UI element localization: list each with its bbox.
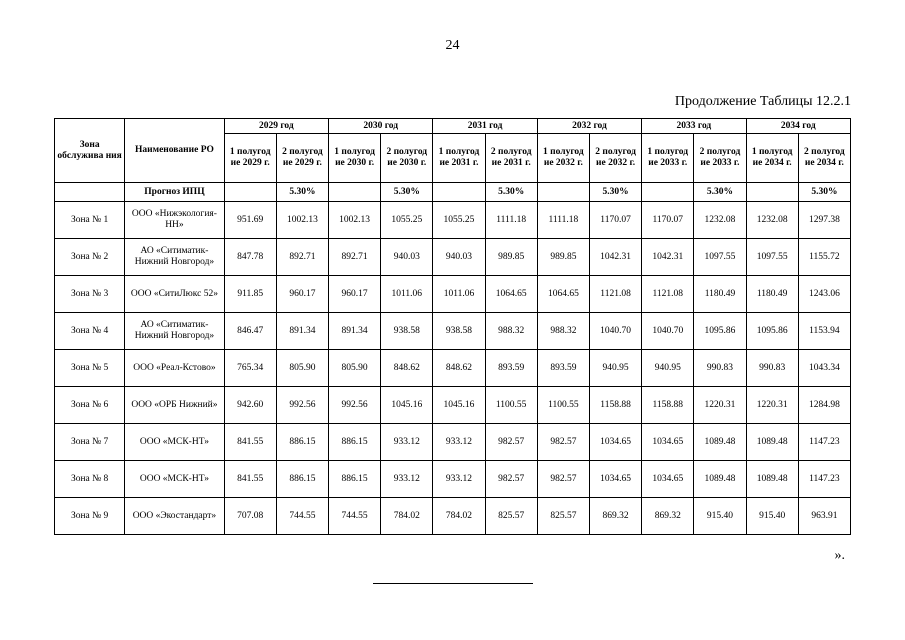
tariff-value-cell: 933.12 xyxy=(433,461,485,498)
tariff-value-cell: 1158.88 xyxy=(589,387,641,424)
zone-cell: Зона № 4 xyxy=(55,313,125,350)
ro-name-cell: ООО «Экостандарт» xyxy=(125,498,224,535)
tariff-value-cell: 1170.07 xyxy=(589,202,641,239)
tariff-value-cell: 1040.70 xyxy=(642,313,694,350)
tariff-value-cell: 1097.55 xyxy=(694,239,746,276)
forecast-empty-cell xyxy=(55,183,125,202)
tariff-value-cell: 1042.31 xyxy=(642,239,694,276)
forecast-value xyxy=(224,183,276,202)
tariff-value-cell: 990.83 xyxy=(746,350,798,387)
tariff-value-cell: 1155.72 xyxy=(798,239,850,276)
tariff-value-cell: 963.91 xyxy=(798,498,850,535)
tariff-value-cell: 1089.48 xyxy=(694,424,746,461)
tariff-value-cell: 1002.13 xyxy=(329,202,381,239)
tariff-value-cell: 1243.06 xyxy=(798,276,850,313)
zone-cell: Зона № 1 xyxy=(55,202,125,239)
zone-cell: Зона № 7 xyxy=(55,424,125,461)
tariff-value-cell: 988.32 xyxy=(485,313,537,350)
tariff-value-cell: 1180.49 xyxy=(746,276,798,313)
tariff-value-cell: 1089.48 xyxy=(694,461,746,498)
closing-quote-mark: ». xyxy=(834,548,845,563)
zone-cell: Зона № 5 xyxy=(55,350,125,387)
forecast-value xyxy=(433,183,485,202)
forecast-value: 5.30% xyxy=(381,183,433,202)
tariff-value-cell: 1055.25 xyxy=(381,202,433,239)
tariff-value-cell: 940.03 xyxy=(381,239,433,276)
tariff-value-cell: 933.12 xyxy=(381,461,433,498)
tariff-value-cell: 891.34 xyxy=(329,313,381,350)
tariff-value-cell: 1232.08 xyxy=(746,202,798,239)
table-row xyxy=(55,202,851,239)
tariff-value-cell: 893.59 xyxy=(485,350,537,387)
tariff-value-cell: 886.15 xyxy=(329,424,381,461)
half-year-header: 2 полугод ие 2029 г. xyxy=(276,134,328,183)
tariff-value-cell: 1153.94 xyxy=(798,313,850,350)
ro-name-cell: ООО «Реал-Кстово» xyxy=(125,350,224,387)
table-row xyxy=(55,498,851,535)
tariff-value-cell: 938.58 xyxy=(433,313,485,350)
tariff-value-cell: 892.71 xyxy=(276,239,328,276)
forecast-value: 5.30% xyxy=(589,183,641,202)
tariff-value-cell: 765.34 xyxy=(224,350,276,387)
zone-cell: Зона № 8 xyxy=(55,461,125,498)
forecast-value xyxy=(329,183,381,202)
tariff-value-cell: 1284.98 xyxy=(798,387,850,424)
forecast-value xyxy=(537,183,589,202)
tariff-value-cell: 1042.31 xyxy=(589,239,641,276)
half-year-header: 1 полугод ие 2029 г. xyxy=(224,134,276,183)
tariff-value-cell: 1043.34 xyxy=(798,350,850,387)
table-row xyxy=(55,350,851,387)
tariff-value-cell: 1089.48 xyxy=(746,461,798,498)
tariff-value-cell: 989.85 xyxy=(537,239,589,276)
tariff-value-cell: 940.95 xyxy=(642,350,694,387)
tariff-value-cell: 1232.08 xyxy=(694,202,746,239)
tariff-value-cell: 869.32 xyxy=(642,498,694,535)
forecast-value xyxy=(642,183,694,202)
tariff-value-cell: 1034.65 xyxy=(642,461,694,498)
tariff-table xyxy=(54,118,851,535)
year-header: 2034 год xyxy=(746,119,850,134)
ro-name-cell: АО «Ситиматик-Нижний Новгород» xyxy=(125,239,224,276)
tariff-value-cell: 886.15 xyxy=(276,461,328,498)
zone-cell: Зона № 9 xyxy=(55,498,125,535)
tariff-value-cell: 744.55 xyxy=(329,498,381,535)
ro-name-cell: ООО «ОРБ Нижний» xyxy=(125,387,224,424)
tariff-value-cell: 825.57 xyxy=(485,498,537,535)
tariff-value-cell: 989.85 xyxy=(485,239,537,276)
tariff-value-cell: 1011.06 xyxy=(381,276,433,313)
half-year-header: 1 полугод ие 2031 г. xyxy=(433,134,485,183)
tariff-value-cell: 1034.65 xyxy=(589,424,641,461)
zone-cell: Зона № 6 xyxy=(55,387,125,424)
tariff-value-cell: 1097.55 xyxy=(746,239,798,276)
tariff-value-cell: 990.83 xyxy=(694,350,746,387)
half-year-header: 1 полугод ие 2030 г. xyxy=(329,134,381,183)
ro-name-cell: ООО «МСК-НТ» xyxy=(125,461,224,498)
tariff-value-cell: 1064.65 xyxy=(485,276,537,313)
tariff-value-cell: 960.17 xyxy=(276,276,328,313)
tariff-value-cell: 805.90 xyxy=(276,350,328,387)
tariff-value-cell: 1111.18 xyxy=(537,202,589,239)
tariff-value-cell: 951.69 xyxy=(224,202,276,239)
tariff-value-cell: 1158.88 xyxy=(642,387,694,424)
year-header-row xyxy=(55,119,851,134)
zone-cell: Зона № 3 xyxy=(55,276,125,313)
half-year-header: 2 полугод ие 2032 г. xyxy=(589,134,641,183)
ro-name-cell: АО «Ситиматик-Нижний Новгород» xyxy=(125,313,224,350)
forecast-value: 5.30% xyxy=(485,183,537,202)
tariff-value-cell: 1002.13 xyxy=(276,202,328,239)
tariff-value-cell: 784.02 xyxy=(381,498,433,535)
tariff-value-cell: 784.02 xyxy=(433,498,485,535)
tariff-value-cell: 891.34 xyxy=(276,313,328,350)
tariff-value-cell: 1220.31 xyxy=(694,387,746,424)
tariff-value-cell: 1064.65 xyxy=(537,276,589,313)
tariff-value-cell: 805.90 xyxy=(329,350,381,387)
year-header: 2029 год xyxy=(224,119,328,134)
tariff-value-cell: 1297.38 xyxy=(798,202,850,239)
year-header: 2031 год xyxy=(433,119,537,134)
tariff-value-cell: 1055.25 xyxy=(433,202,485,239)
tariff-value-cell: 1040.70 xyxy=(589,313,641,350)
tariff-value-cell: 942.60 xyxy=(224,387,276,424)
table-row xyxy=(55,461,851,498)
tariff-value-cell: 893.59 xyxy=(537,350,589,387)
tariff-value-cell: 1121.08 xyxy=(642,276,694,313)
tariff-value-cell: 1034.65 xyxy=(589,461,641,498)
tariff-value-cell: 982.57 xyxy=(485,424,537,461)
page-number: 24 xyxy=(445,38,460,53)
ro-name-cell: ООО «СитиЛюкс 52» xyxy=(125,276,224,313)
tariff-value-cell: 911.85 xyxy=(224,276,276,313)
table-row xyxy=(55,424,851,461)
forecast-value: 5.30% xyxy=(276,183,328,202)
tariff-value-cell: 1045.16 xyxy=(381,387,433,424)
forecast-label: Прогноз ИПЦ xyxy=(125,183,224,202)
tariff-value-cell: 846.47 xyxy=(224,313,276,350)
tariff-value-cell: 825.57 xyxy=(537,498,589,535)
forecast-value: 5.30% xyxy=(798,183,850,202)
table-header xyxy=(55,119,851,183)
tariff-value-cell: 1121.08 xyxy=(589,276,641,313)
table-row xyxy=(55,276,851,313)
ro-name-cell: ООО «МСК-НТ» xyxy=(125,424,224,461)
tariff-value-cell: 982.57 xyxy=(537,424,589,461)
tariff-value-cell: 933.12 xyxy=(381,424,433,461)
tariff-value-cell: 1180.49 xyxy=(694,276,746,313)
table-body xyxy=(55,183,851,535)
tariff-value-cell: 1170.07 xyxy=(642,202,694,239)
tariff-value-cell: 982.57 xyxy=(485,461,537,498)
tariff-value-cell: 848.62 xyxy=(381,350,433,387)
year-header: 2032 год xyxy=(537,119,641,134)
tariff-value-cell: 841.55 xyxy=(224,424,276,461)
tariff-value-cell: 960.17 xyxy=(329,276,381,313)
zone-cell: Зона № 2 xyxy=(55,239,125,276)
table-row xyxy=(55,313,851,350)
tariff-value-cell: 940.95 xyxy=(589,350,641,387)
half-year-header: 2 полугод ие 2030 г. xyxy=(381,134,433,183)
tariff-value-cell: 938.58 xyxy=(381,313,433,350)
tariff-value-cell: 892.71 xyxy=(329,239,381,276)
tariff-value-cell: 886.15 xyxy=(329,461,381,498)
tariff-value-cell: 1089.48 xyxy=(746,424,798,461)
tariff-value-cell: 847.78 xyxy=(224,239,276,276)
half-year-header: 2 полугод ие 2031 г. xyxy=(485,134,537,183)
tariff-value-cell: 1147.23 xyxy=(798,424,850,461)
tariff-value-cell: 1011.06 xyxy=(433,276,485,313)
tariff-value-cell: 886.15 xyxy=(276,424,328,461)
tariff-value-cell: 1045.16 xyxy=(433,387,485,424)
zone-column-header: Зона обслужива ния xyxy=(55,119,125,183)
tariff-value-cell: 915.40 xyxy=(694,498,746,535)
tariff-value-cell: 848.62 xyxy=(433,350,485,387)
half-year-header: 1 полугод ие 2034 г. xyxy=(746,134,798,183)
forecast-value: 5.30% xyxy=(694,183,746,202)
tariff-value-cell: 841.55 xyxy=(224,461,276,498)
tariff-value-cell: 1095.86 xyxy=(746,313,798,350)
tariff-value-cell: 933.12 xyxy=(433,424,485,461)
tariff-value-cell: 1034.65 xyxy=(642,424,694,461)
tariff-value-cell: 1147.23 xyxy=(798,461,850,498)
tariff-value-cell: 744.55 xyxy=(276,498,328,535)
forecast-value xyxy=(746,183,798,202)
year-header: 2030 год xyxy=(329,119,433,134)
half-year-header: 2 полугод ие 2034 г. xyxy=(798,134,850,183)
ro-name-cell: ООО «Нижэкология-НН» xyxy=(125,202,224,239)
tariff-value-cell: 869.32 xyxy=(589,498,641,535)
tariff-value-cell: 1095.86 xyxy=(694,313,746,350)
half-year-header: 2 полугод ие 2033 г. xyxy=(694,134,746,183)
tariff-value-cell: 1111.18 xyxy=(485,202,537,239)
tariff-value-cell: 915.40 xyxy=(746,498,798,535)
ro-column-header: Наименование РО xyxy=(125,119,224,183)
year-header: 2033 год xyxy=(642,119,746,134)
tariff-value-cell: 988.32 xyxy=(537,313,589,350)
tariff-value-cell: 1100.55 xyxy=(485,387,537,424)
half-year-header: 1 полугод ие 2033 г. xyxy=(642,134,694,183)
table-row xyxy=(55,387,851,424)
footer-rule xyxy=(373,583,533,584)
table-row xyxy=(55,239,851,276)
tariff-value-cell: 707.08 xyxy=(224,498,276,535)
forecast-row xyxy=(55,183,851,202)
tariff-value-cell: 1220.31 xyxy=(746,387,798,424)
tariff-value-cell: 992.56 xyxy=(276,387,328,424)
table-continuation-caption: Продолжение Таблицы 12.2.1 xyxy=(674,94,851,109)
tariff-value-cell: 1100.55 xyxy=(537,387,589,424)
tariff-value-cell: 940.03 xyxy=(433,239,485,276)
tariff-value-cell: 982.57 xyxy=(537,461,589,498)
tariff-value-cell: 992.56 xyxy=(329,387,381,424)
half-year-header: 1 полугод ие 2032 г. xyxy=(537,134,589,183)
